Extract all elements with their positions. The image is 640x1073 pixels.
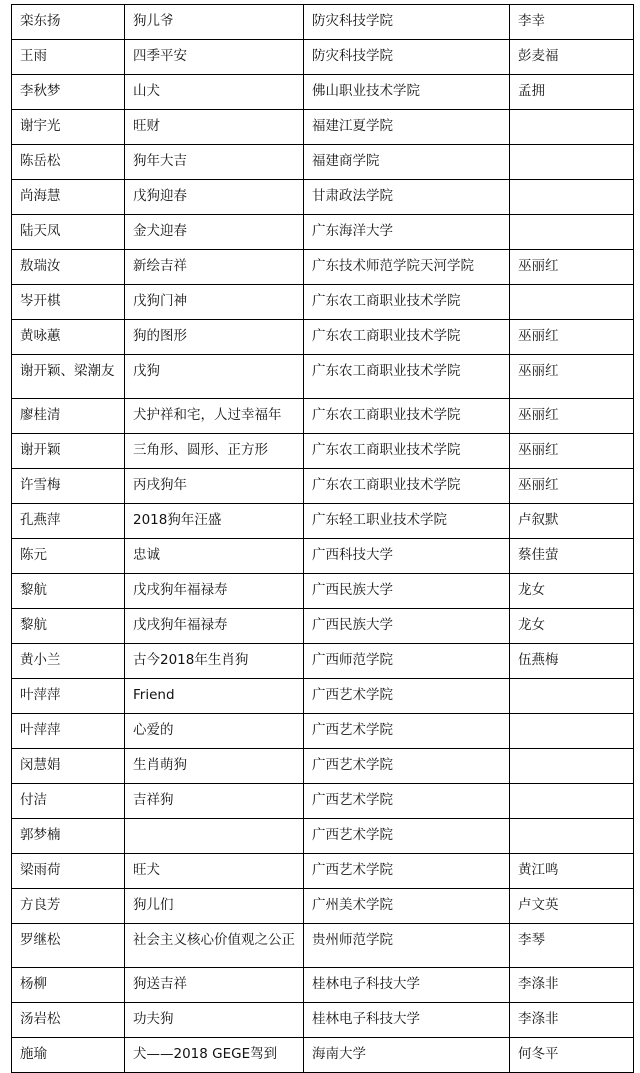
- advisor-cell: [510, 215, 634, 250]
- work-title-cell: 戊狗门神: [125, 285, 304, 320]
- award-table-container: [11, 4, 633, 1073]
- school-cell: 贵州师范学院: [304, 924, 510, 968]
- table-row: [12, 215, 634, 250]
- advisor-cell: [510, 749, 634, 784]
- work-title-cell: 三角形、圆形、正方形: [125, 434, 304, 469]
- work-title-cell: 生肖萌狗: [125, 749, 304, 784]
- table-row: [12, 819, 634, 854]
- work-title-cell: Friend: [125, 679, 304, 714]
- table-row: [12, 399, 634, 434]
- advisor-cell: [510, 180, 634, 215]
- work-title-cell: 狗儿爷: [125, 5, 304, 40]
- author-cell: 王雨: [12, 40, 125, 75]
- school-cell: 广西民族大学: [304, 574, 510, 609]
- advisor-cell: [510, 285, 634, 320]
- advisor-cell: [510, 819, 634, 854]
- table-row: [12, 75, 634, 110]
- school-cell: 广西艺术学院: [304, 854, 510, 889]
- author-cell: 付洁: [12, 784, 125, 819]
- table-row: [12, 285, 634, 320]
- advisor-cell: [510, 784, 634, 819]
- school-cell: 广东农工商职业技术学院: [304, 285, 510, 320]
- author-cell: 陆天凤: [12, 215, 125, 250]
- author-cell: 梁雨荷: [12, 854, 125, 889]
- author-cell: 叶萍萍: [12, 679, 125, 714]
- work-title-cell: 旺犬: [125, 854, 304, 889]
- award-table: [11, 4, 634, 1073]
- school-cell: 广东海洋大学: [304, 215, 510, 250]
- author-cell: 廖桂清: [12, 399, 125, 434]
- work-title-cell: 古今2018年生肖狗: [125, 644, 304, 679]
- school-cell: 广西师范学院: [304, 644, 510, 679]
- school-cell: 佛山职业技术学院: [304, 75, 510, 110]
- advisor-cell: 巫丽红: [510, 250, 634, 285]
- author-cell: 黄咏蕙: [12, 320, 125, 355]
- table-row: [12, 924, 634, 968]
- author-cell: 黎航: [12, 609, 125, 644]
- table-body: [12, 5, 634, 1073]
- work-title-cell: 2018狗年汪盛: [125, 504, 304, 539]
- school-cell: 广西艺术学院: [304, 784, 510, 819]
- work-title-cell: 功夫狗: [125, 1003, 304, 1038]
- advisor-cell: 蔡佳萤: [510, 539, 634, 574]
- author-cell: 岑开棋: [12, 285, 125, 320]
- work-title-cell: 狗儿们: [125, 889, 304, 924]
- work-title-cell: 犬护祥和宅，人过幸福年: [125, 399, 304, 434]
- advisor-cell: 巫丽红: [510, 320, 634, 355]
- work-title-cell: 社会主义核心价值观之公正: [125, 924, 304, 968]
- table-row: [12, 644, 634, 679]
- advisor-cell: 巫丽红: [510, 469, 634, 504]
- author-cell: 闵慧娟: [12, 749, 125, 784]
- author-cell: 罗继松: [12, 924, 125, 968]
- author-cell: 方良芳: [12, 889, 125, 924]
- school-cell: 防灾科技学院: [304, 40, 510, 75]
- author-cell: 谢开颖、梁潮友: [12, 355, 125, 399]
- author-cell: 谢开颖: [12, 434, 125, 469]
- author-cell: 施瑜: [12, 1038, 125, 1073]
- table-row: [12, 250, 634, 285]
- school-cell: 福建江夏学院: [304, 110, 510, 145]
- work-title-cell: 戊狗: [125, 355, 304, 399]
- work-title-cell: 四季平安: [125, 40, 304, 75]
- school-cell: 防灾科技学院: [304, 5, 510, 40]
- work-title-cell: [125, 819, 304, 854]
- advisor-cell: 巫丽红: [510, 355, 634, 399]
- work-title-cell: 戊狗迎春: [125, 180, 304, 215]
- work-title-cell: 金犬迎春: [125, 215, 304, 250]
- table-row: [12, 110, 634, 145]
- table-row: [12, 714, 634, 749]
- school-cell: 广东农工商职业技术学院: [304, 320, 510, 355]
- table-row: [12, 40, 634, 75]
- school-cell: 桂林电子科技大学: [304, 1003, 510, 1038]
- advisor-cell: 伍燕梅: [510, 644, 634, 679]
- advisor-cell: 何冬平: [510, 1038, 634, 1073]
- author-cell: 敖瑞汝: [12, 250, 125, 285]
- table-row: [12, 539, 634, 574]
- table-row: [12, 1038, 634, 1073]
- school-cell: 广东轻工职业技术学院: [304, 504, 510, 539]
- work-title-cell: 丙戌狗年: [125, 469, 304, 504]
- advisor-cell: 巫丽红: [510, 399, 634, 434]
- advisor-cell: 龙女: [510, 574, 634, 609]
- table-row: [12, 320, 634, 355]
- advisor-cell: [510, 679, 634, 714]
- advisor-cell: 黄江鸣: [510, 854, 634, 889]
- table-row: [12, 968, 634, 1003]
- advisor-cell: 李幸: [510, 5, 634, 40]
- work-title-cell: 犬——2018 GEGE驾到: [125, 1038, 304, 1073]
- advisor-cell: 李琴: [510, 924, 634, 968]
- table-row: [12, 749, 634, 784]
- school-cell: 广西艺术学院: [304, 749, 510, 784]
- table-row: [12, 784, 634, 819]
- work-title-cell: 狗年大吉: [125, 145, 304, 180]
- school-cell: 桂林电子科技大学: [304, 968, 510, 1003]
- school-cell: 广州美术学院: [304, 889, 510, 924]
- work-title-cell: 戊戌狗年福禄寿: [125, 574, 304, 609]
- advisor-cell: 孟拥: [510, 75, 634, 110]
- school-cell: 福建商学院: [304, 145, 510, 180]
- author-cell: 栾东扬: [12, 5, 125, 40]
- author-cell: 陈岳松: [12, 145, 125, 180]
- school-cell: 广东农工商职业技术学院: [304, 355, 510, 399]
- school-cell: 甘肃政法学院: [304, 180, 510, 215]
- advisor-cell: 龙女: [510, 609, 634, 644]
- advisor-cell: 李涤非: [510, 1003, 634, 1038]
- work-title-cell: 吉祥狗: [125, 784, 304, 819]
- advisor-cell: [510, 110, 634, 145]
- advisor-cell: 李涤非: [510, 968, 634, 1003]
- table-row: [12, 355, 634, 399]
- author-cell: 谢宇光: [12, 110, 125, 145]
- work-title-cell: 忠诚: [125, 539, 304, 574]
- table-row: [12, 469, 634, 504]
- author-cell: 郭梦楠: [12, 819, 125, 854]
- school-cell: 广西科技大学: [304, 539, 510, 574]
- author-cell: 杨柳: [12, 968, 125, 1003]
- author-cell: 黄小兰: [12, 644, 125, 679]
- author-cell: 尚海慧: [12, 180, 125, 215]
- work-title-cell: 狗的图形: [125, 320, 304, 355]
- table-row: [12, 889, 634, 924]
- school-cell: 海南大学: [304, 1038, 510, 1073]
- author-cell: 汤岩松: [12, 1003, 125, 1038]
- author-cell: 黎航: [12, 574, 125, 609]
- advisor-cell: 彭麦福: [510, 40, 634, 75]
- table-row: [12, 434, 634, 469]
- author-cell: 陈元: [12, 539, 125, 574]
- table-row: [12, 1003, 634, 1038]
- work-title-cell: 山犬: [125, 75, 304, 110]
- table-row: [12, 145, 634, 180]
- table-row: [12, 504, 634, 539]
- school-cell: 广东农工商职业技术学院: [304, 399, 510, 434]
- advisor-cell: 卢叙默: [510, 504, 634, 539]
- school-cell: 广西艺术学院: [304, 819, 510, 854]
- school-cell: 广东农工商职业技术学院: [304, 434, 510, 469]
- author-cell: 叶萍萍: [12, 714, 125, 749]
- table-row: [12, 609, 634, 644]
- work-title-cell: 新绘吉祥: [125, 250, 304, 285]
- school-cell: 广西艺术学院: [304, 714, 510, 749]
- author-cell: 孔燕萍: [12, 504, 125, 539]
- author-cell: 李秋梦: [12, 75, 125, 110]
- advisor-cell: 巫丽红: [510, 434, 634, 469]
- advisor-cell: [510, 714, 634, 749]
- table-row: [12, 854, 634, 889]
- work-title-cell: 戊戌狗年福禄寿: [125, 609, 304, 644]
- table-row: [12, 574, 634, 609]
- school-cell: 广西艺术学院: [304, 679, 510, 714]
- table-row: [12, 5, 634, 40]
- advisor-cell: 卢文英: [510, 889, 634, 924]
- table-row: [12, 679, 634, 714]
- school-cell: 广东技术师范学院天河学院: [304, 250, 510, 285]
- table-row: [12, 180, 634, 215]
- advisor-cell: [510, 145, 634, 180]
- work-title-cell: 心爱的: [125, 714, 304, 749]
- author-cell: 许雪梅: [12, 469, 125, 504]
- work-title-cell: 旺财: [125, 110, 304, 145]
- school-cell: 广东农工商职业技术学院: [304, 469, 510, 504]
- school-cell: 广西民族大学: [304, 609, 510, 644]
- work-title-cell: 狗送吉祥: [125, 968, 304, 1003]
